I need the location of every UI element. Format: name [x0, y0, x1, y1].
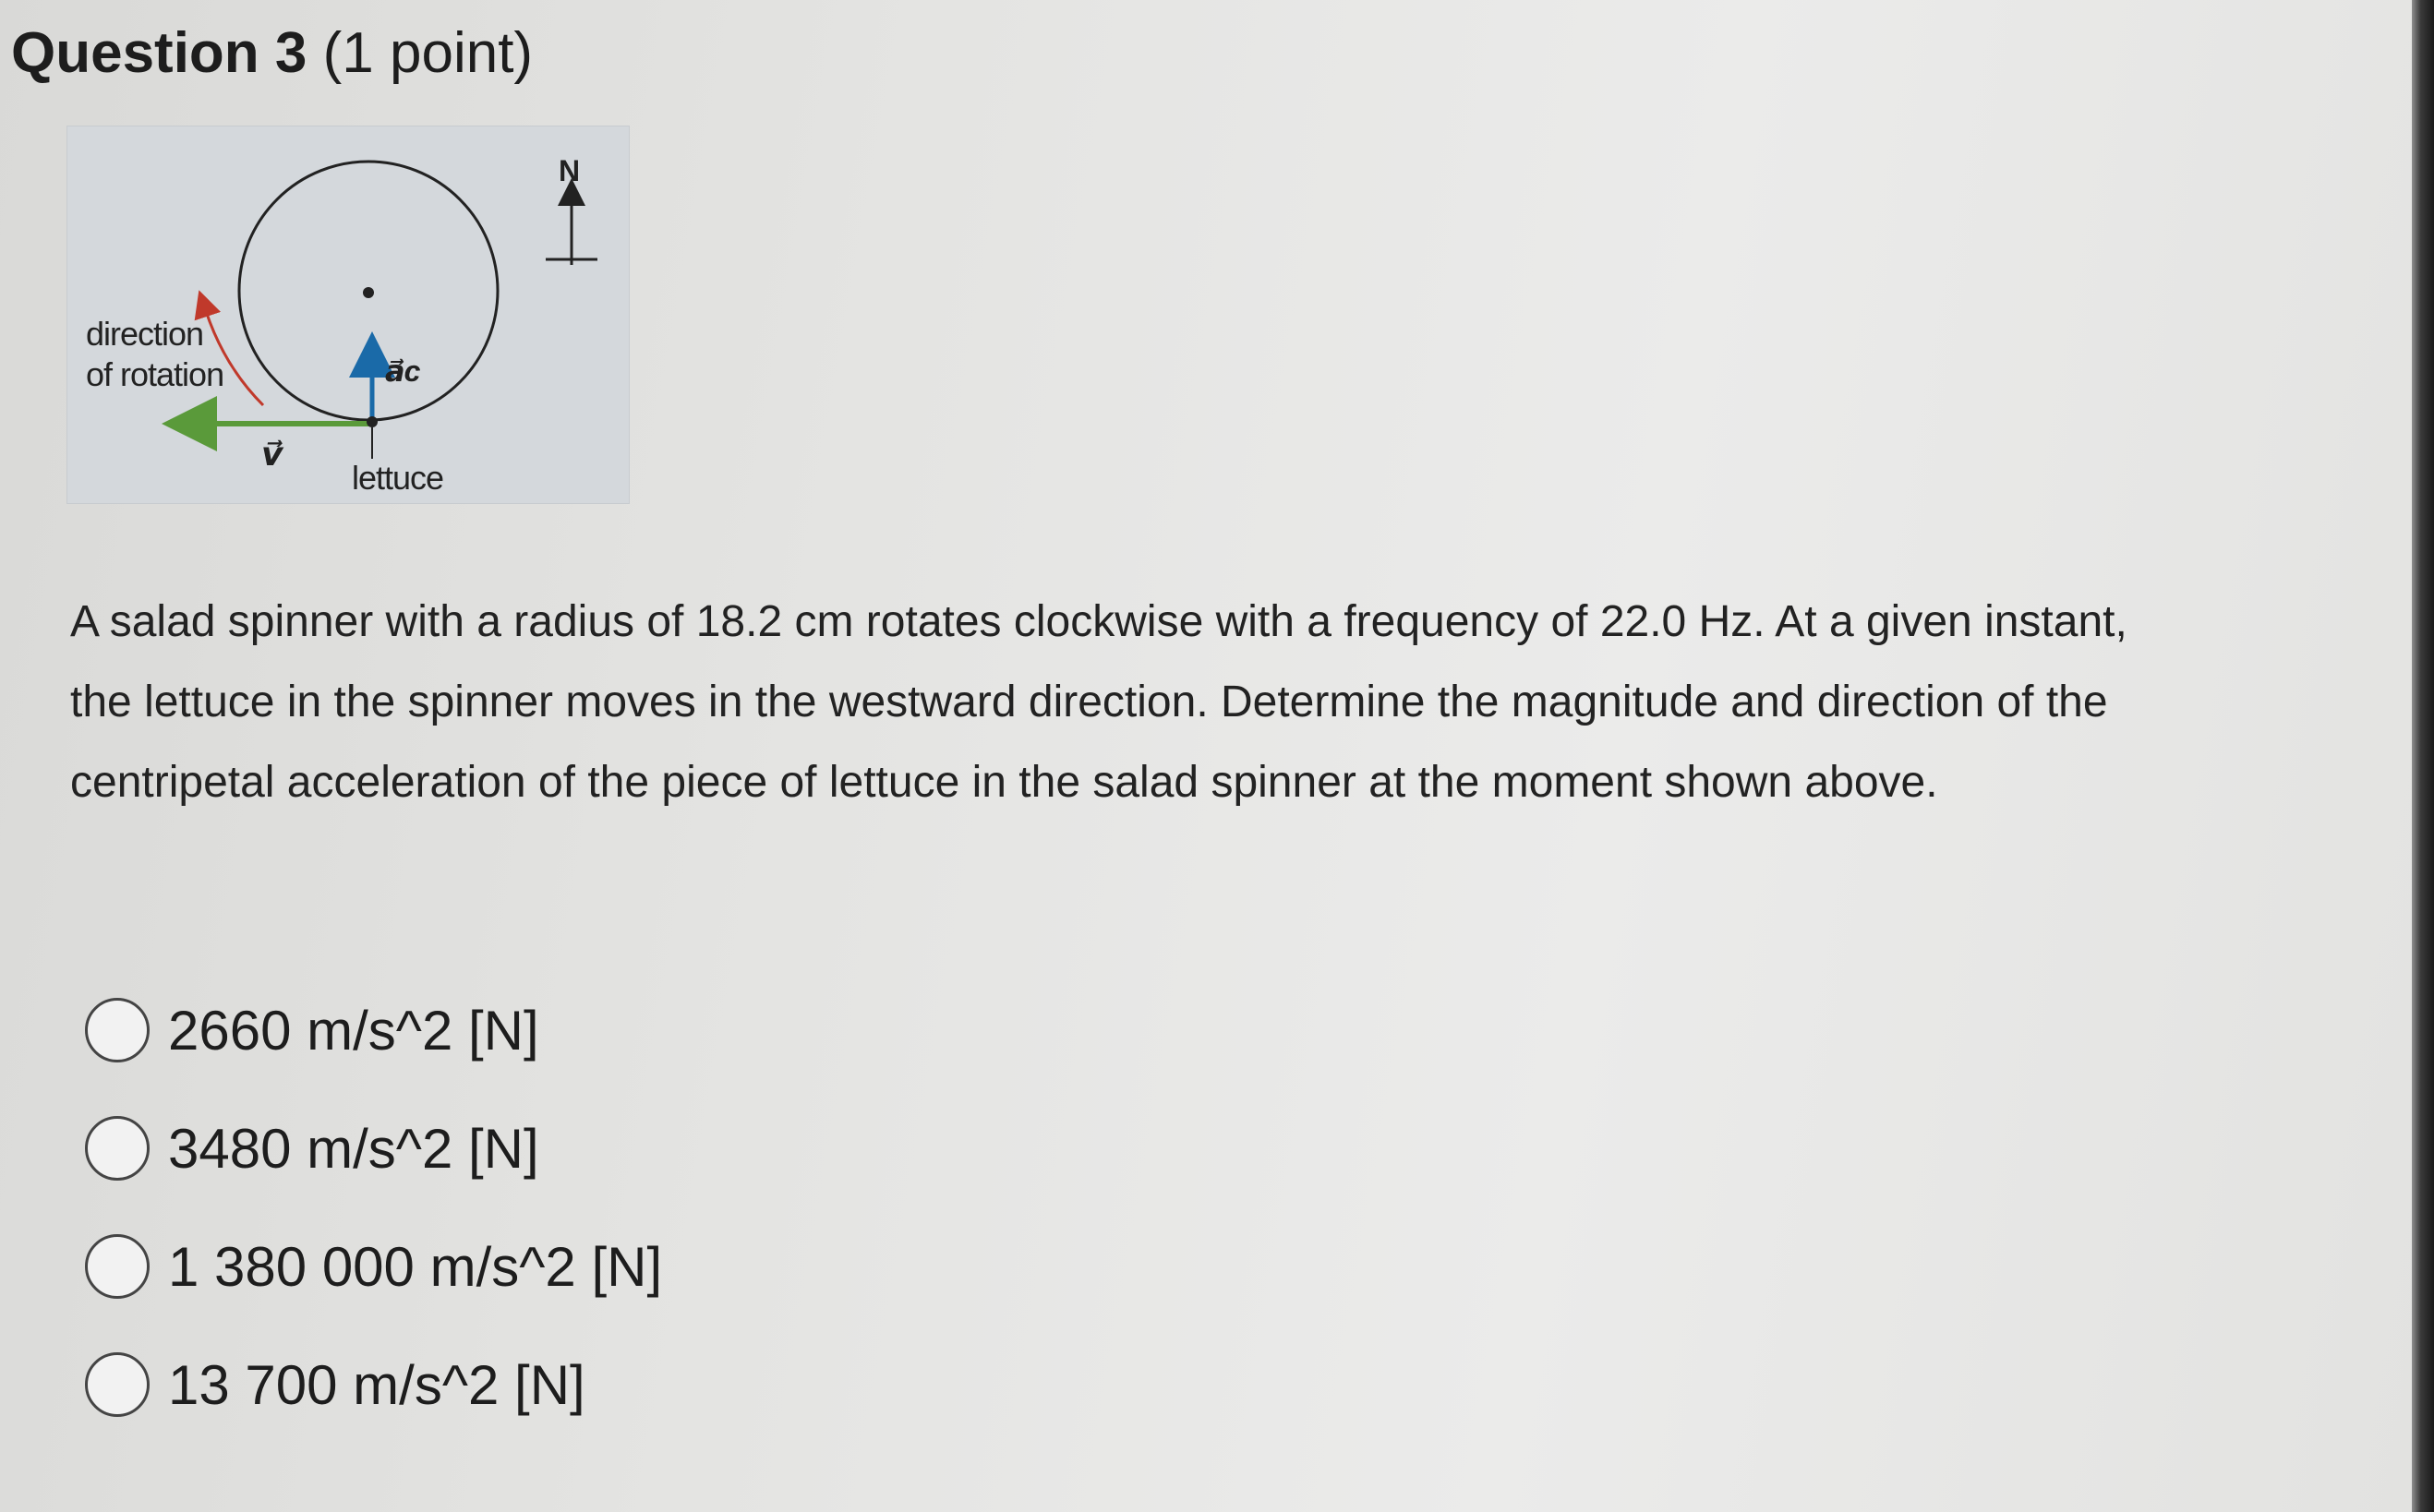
acceleration-label: a⃗c: [385, 354, 420, 388]
radio-button-3[interactable]: [85, 1234, 150, 1299]
answer-option-3[interactable]: [85, 1207, 662, 1326]
answer-option-2[interactable]: [85, 1089, 662, 1207]
rotation-label-line2: of rotation: [86, 355, 224, 393]
radio-button-4[interactable]: [85, 1352, 150, 1417]
answer-option-label: 13 700 m/s^2 [N]: [168, 1353, 585, 1416]
question-text: A salad spinner with a radius of 18.2 cm rotates clockwise with a frequency of 22.0 Hz. At a given instant, the lettuce in the spinner moves in the westward direction. Determine the magnitude and direction of the centripetal acceleration of the piece of lettuce in the salad spinner at the moment shown above.: [70, 597, 2127, 807]
salad-spinner-figure: [66, 126, 630, 504]
lettuce-label: lettuce: [352, 459, 444, 497]
question-points: (1 point): [322, 21, 534, 85]
answer-option-label: 1 380 000 m/s^2 [N]: [168, 1235, 663, 1298]
radio-button-1[interactable]: [85, 998, 150, 1062]
rotation-label-line1: direction: [86, 315, 204, 353]
answer-option-4[interactable]: [85, 1326, 662, 1444]
lettuce-dot: [367, 416, 378, 427]
question-number: Question 3: [11, 21, 307, 85]
answer-option-label: 2660 m/s^2 [N]: [168, 999, 539, 1062]
answer-options: [85, 971, 662, 1444]
answer-option-1[interactable]: [85, 971, 662, 1089]
spinner-center-dot: [363, 287, 374, 298]
radio-button-2[interactable]: [85, 1116, 150, 1181]
north-label: N: [559, 154, 580, 187]
question-header: [11, 17, 533, 90]
screen-bezel-edge: [2412, 0, 2434, 1512]
answer-option-label: 3480 m/s^2 [N]: [168, 1117, 539, 1180]
velocity-label: v⃗: [261, 435, 283, 473]
